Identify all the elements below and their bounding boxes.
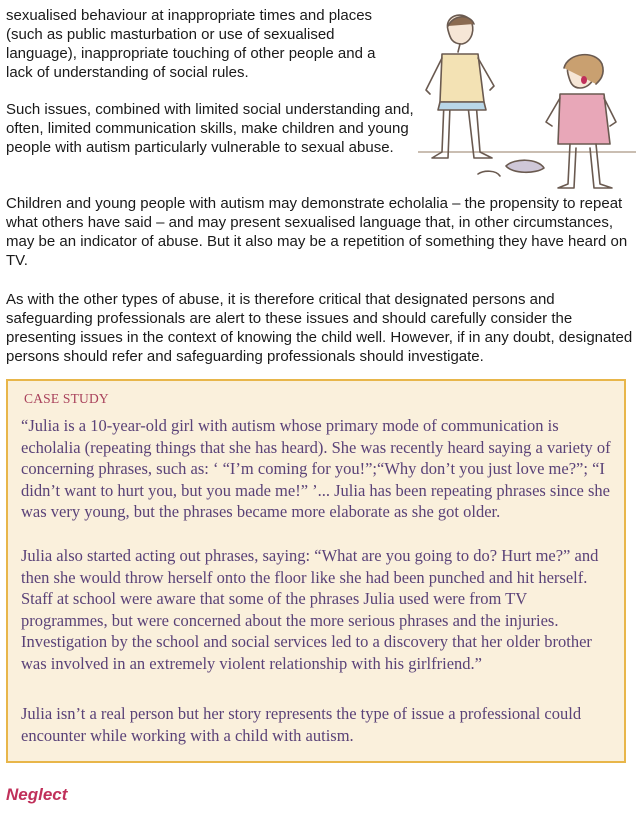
body-paragraph-4: As with the other types of abuse, it is therefore critical that designated persons and safeguarding professionals are alert to these issues and should carefully consider the presenting issues in the context of knowing the child well. However, if in any doubt, designated persons should refer and safeguarding professionals should investigate.	[6, 291, 633, 365]
case-study-paragraph-1: “Julia is a 10-year-old girl with autism whose primary mode of communication is echolalia (repeating things that she has heard). She was recently heard saying a variety of concerning phrases, such as: ‘ “I’m coming for you!”;“Why don’t you just love me?”; “I didn’t want to hurt you, but you made me!” ’... Julia has been repeating phrases since she was very young, but the phrases became more elaborate as she got older.	[21, 416, 611, 521]
case-study-label: CASE STUDY	[24, 391, 109, 406]
body-paragraph-2: Such issues, combined with limited social understanding and, often, limited communication skills, make children and young people with autism particularly vulnerable to sexual abuse.	[6, 101, 414, 156]
case-study-box	[6, 379, 626, 763]
case-study-paragraph-3: Julia isn’t a real person but her story represents the type of issue a professional could encounter while working with a child with autism.	[21, 704, 582, 745]
body-paragraph-1: sexualised behaviour at inappropriate times and places (such as public masturbation or use of sexualised language), inappropriate touching of other people and a lack of understanding of social rules.	[6, 7, 376, 81]
body-paragraph-3: Children and young people with autism may demonstrate echolalia – the propensity to repeat what others have said – and may present sexualised language that, in other circumstances, may be an indicator of abuse. But it also may be a repetition of something they have heard on TV.	[6, 195, 628, 269]
case-study-paragraph-2: Julia also started acting out phrases, saying: “What are you going to do? Hurt me?” and then she would throw herself onto the floor like she had been punched and hit herself. Staff at school were aware that some of the phrases Julia used were from TV programmes, but were concerned about the more serious phrases and the injuries. Investigation by the school and social services led to a discovery that her older brother was involved in an extremely violent relationship with his girlfriend.”	[21, 546, 599, 673]
section-heading-neglect: Neglect	[6, 785, 68, 804]
two-children-illustration	[418, 2, 636, 196]
